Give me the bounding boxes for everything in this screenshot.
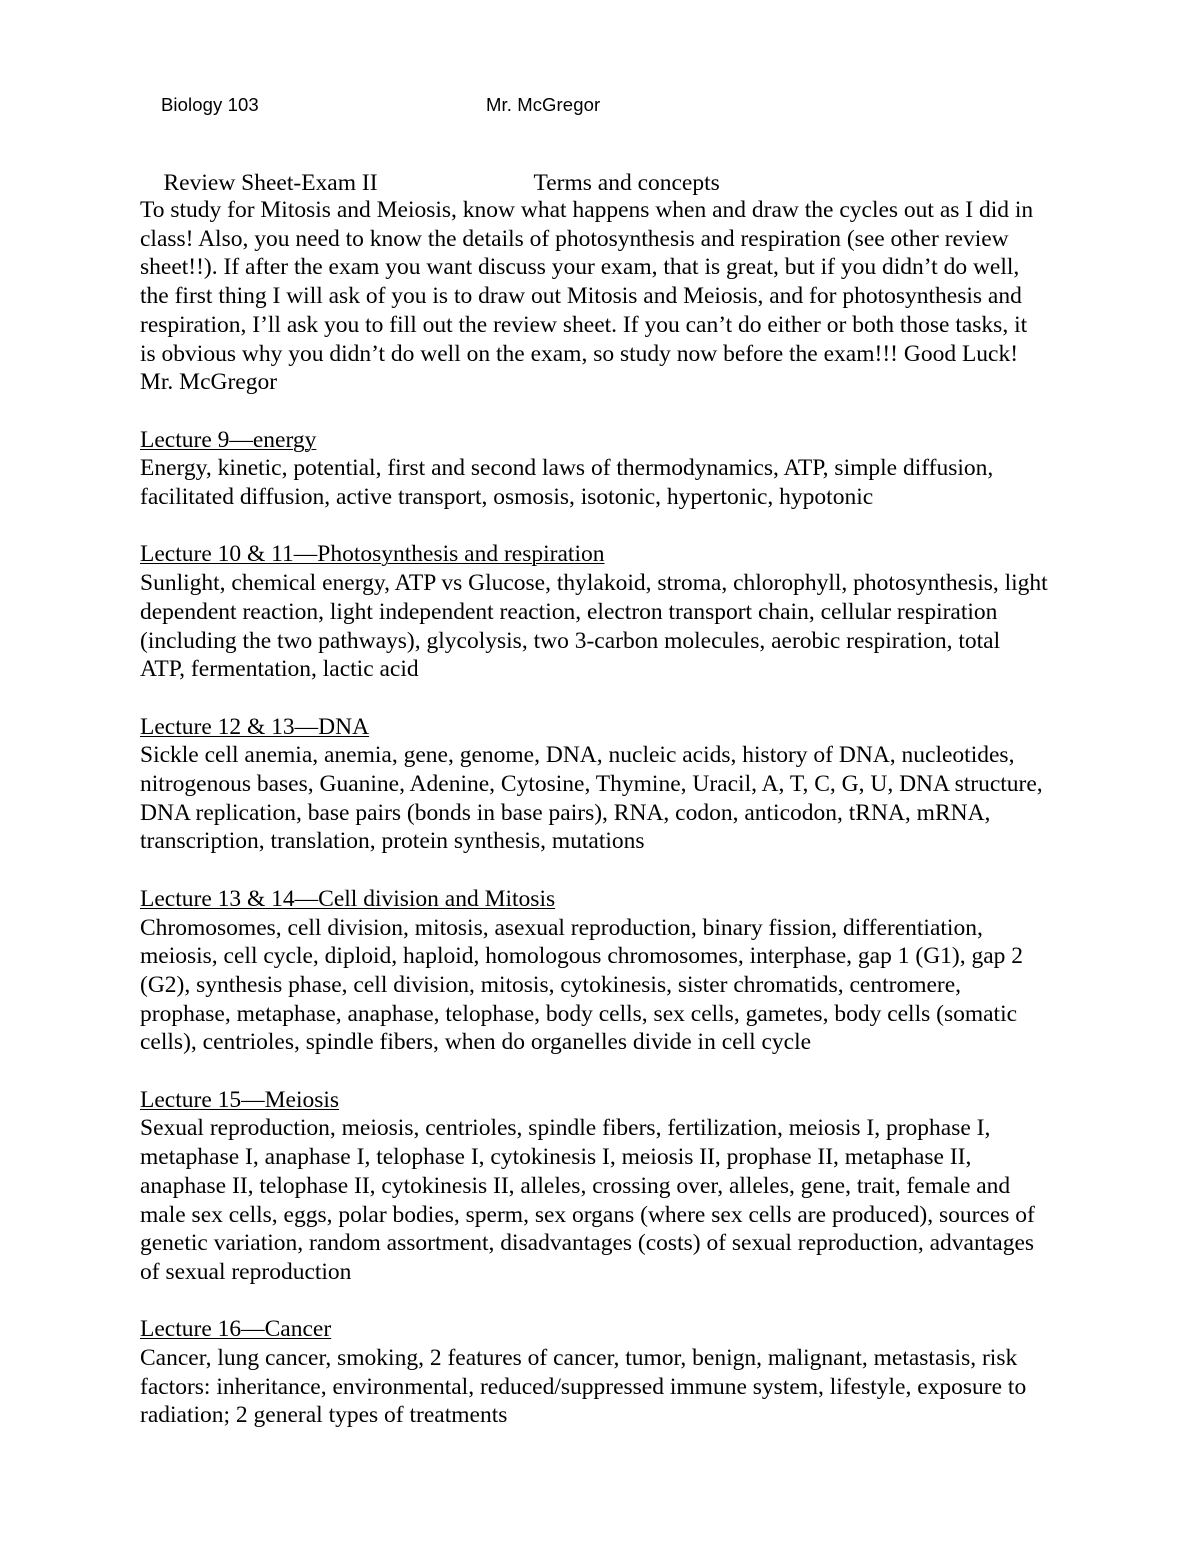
- lecture-section-10-11: [140, 540, 1048, 684]
- section-heading-text: Lecture 12 & 13—DNA: [140, 713, 370, 740]
- lecture-section-13-14: [140, 885, 1048, 1057]
- section-body: Cancer, lung cancer, smoking, 2 features of cancer, tumor, benign, malignant, metastasis, risk factors: inheritance, environmental, reduced/suppressed immune system, lifestyle, exposure to radiation; 2 general types of treatments: [140, 1345, 1027, 1429]
- paragraph-spacer: [140, 512, 1048, 541]
- intro-paragraph: To study for Mitosis and Meiosis, know what happens when and draw the cycles out as I did in class! Also, you need to know the details of photosynthesis and respiration (see other review sheet!!). If after the exam you want discuss your exam, that is great, but if you didn’t do well, the first thing I will ask of you is to draw out Mitosis and Meiosis, and for photosynthesis and respiration, I’ll ask you to fill out the review sheet. If you can’t do either or both those tasks, it is obvious why you didn’t do well on the exam, so study now before the exam!!! Good Luck! Mr. McGregor: [140, 197, 1034, 396]
- page-subtitle: Terms and concepts: [533, 170, 720, 196]
- header-instructor-name: Mr. McGregor: [485, 94, 601, 115]
- section-body: Energy, kinetic, potential, first and second laws of thermodynamics, ATP, simple diffusion, facilitated diffusion, active transport, osmosis, isotonic, hypertonic, hypotonic: [140, 455, 994, 511]
- document-body: [140, 196, 1048, 1430]
- section-heading: [140, 540, 1048, 569]
- section-heading: [140, 426, 1048, 455]
- paragraph-spacer: [140, 684, 1048, 713]
- paragraph-spacer: [140, 397, 1048, 426]
- paragraph-spacer: [140, 1287, 1048, 1316]
- lecture-section-15: [140, 1086, 1048, 1287]
- section-body: Sunlight, chemical energy, ATP vs Glucose, thylakoid, stroma, chlorophyll, photosynthesis, light dependent reaction, light independent reaction, electron transport chain, cellular respiration (including the two pathways), glycolysis, two 3-carbon molecules, aerobic respiration, total ATP, fermentation, lactic acid: [140, 570, 1048, 683]
- section-heading: [140, 1315, 1048, 1344]
- header-course-name: Biology 103: [160, 94, 259, 115]
- paragraph-spacer: [140, 856, 1048, 885]
- section-heading-text: Lecture 10 & 11—Photosynthesis and respiration: [140, 541, 605, 568]
- section-body: Sexual reproduction, meiosis, centrioles, spindle fibers, fertilization, meiosis I, prophase I, metaphase I, anaphase I, telophase I, cytokinesis I, meiosis II, prophase II, metaphase II, anaphase II, telophase II, cytokinesis II, alleles, crossing over, alleles, gene, trait, female and male sex cells, eggs, polar bodies, sperm, sex organs (where sex cells are produced), sources of genetic variation, random assortment, disadvantages (costs) of sexual reproduction, advantages of sexual reproduction: [140, 1115, 1035, 1285]
- section-heading: [140, 1086, 1048, 1115]
- lecture-section-12-13: [140, 713, 1048, 857]
- section-heading: [140, 713, 1048, 742]
- section-heading-text: Lecture 15—Meiosis: [140, 1086, 340, 1113]
- section-body: Sickle cell anemia, anemia, gene, genome, DNA, nucleic acids, history of DNA, nucleotides, nitrogenous bases, Guanine, Adenine, Cytosine, Thymine, Uracil, A, T, C, G, U, DNA structure, DNA replication, base pairs (bonds in base pairs), RNA, codon, anticodon, tRNA, mRNA, transcription, translation, protein synthesis, mutations: [140, 742, 1043, 855]
- section-body: Chromosomes, cell division, mitosis, asexual reproduction, binary fission, differentiation, meiosis, cell cycle, diploid, haploid, homologous chromosomes, interphase, gap 1 (G1), gap 2 (G2), synthesis phase, cell division, mitosis, cytokinesis, sister chromatids, centromere, prophase, metaphase, anaphase, telophase, body cells, sex cells, gametes, body cells (somatic cells), centrioles, spindle fibers, when do organelles divide in cell cycle: [140, 914, 1024, 1056]
- running-header: [140, 66, 1050, 144]
- page-title: Review Sheet-Exam II: [163, 170, 378, 196]
- section-heading-text: Lecture 13 & 14—Cell division and Mitosis: [140, 885, 556, 912]
- lecture-section-16: [140, 1315, 1048, 1430]
- section-heading-text: Lecture 16—Cancer: [140, 1316, 332, 1343]
- paragraph-spacer: [140, 1057, 1048, 1086]
- lecture-section-9: [140, 426, 1048, 512]
- section-heading: [140, 885, 1048, 914]
- section-heading-text: Lecture 9—energy: [140, 426, 317, 453]
